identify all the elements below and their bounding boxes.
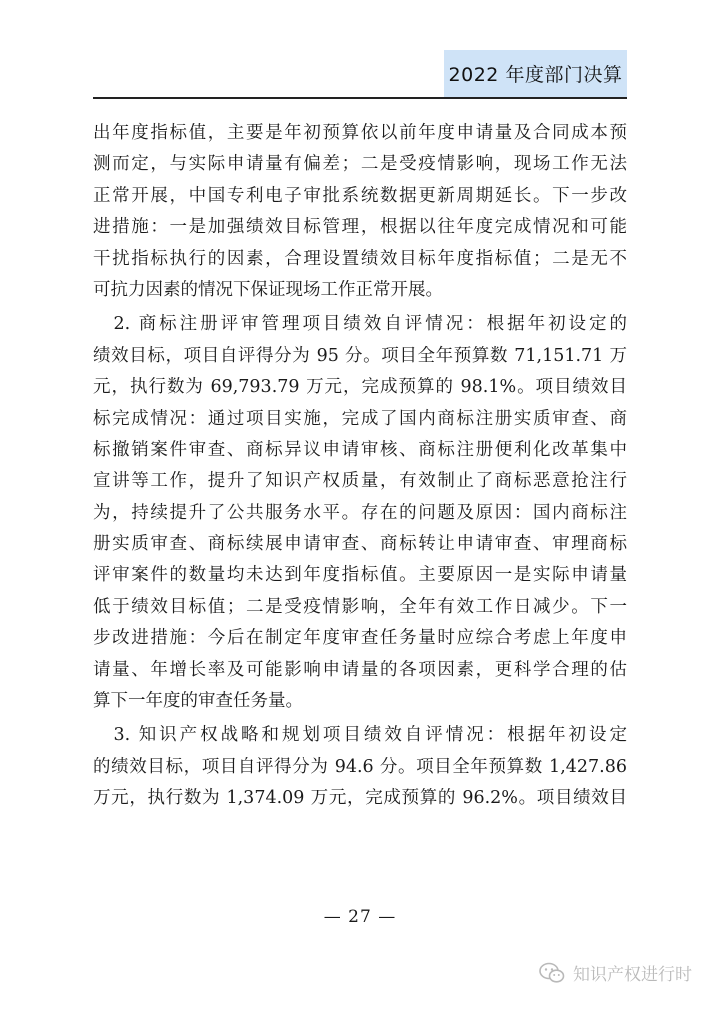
report-title-tab bbox=[444, 50, 627, 97]
text-line: 进措施：一是加强绩效目标管理，根据以往年度完成情况和可能 bbox=[93, 217, 627, 238]
text-line: 低于绩效目标值；二是受疫情影响，全年有效工作日减少。下一 bbox=[93, 596, 627, 617]
text-line: 标完成情况：通过项目实施，完成了国内商标注册实质审查、商 bbox=[93, 408, 627, 429]
text-line: 2. 商标注册评审管理项目绩效自评情况：根据年初设定的 bbox=[93, 314, 627, 335]
paragraph bbox=[93, 309, 627, 717]
header-divider bbox=[93, 97, 627, 99]
text-line: 出年度指标值，主要是年初预算依以前年度申请量及合同成本预 bbox=[93, 123, 627, 143]
page-number: — 27 — bbox=[323, 907, 397, 927]
text-line: 宣讲等工作，提升了知识产权质量，有效制止了商标恶意抢注行 bbox=[93, 471, 627, 492]
text-line: 册实质审查、商标续展申请审查、商标转让申请审查、审理商标 bbox=[93, 534, 627, 555]
text-line: 为，持续提升了公共服务水平。存在的问题及原因：国内商标注 bbox=[93, 502, 627, 523]
text-line: 3. 知识产权战略和规划项目绩效自评情况：根据年初设定 bbox=[93, 725, 627, 746]
text-line: 算下一年度的审查任务量。 bbox=[93, 691, 303, 712]
wechat-icon bbox=[539, 962, 565, 984]
text-line: 万元，执行数为 1,374.09 万元，完成预算的 96.2%。项目绩效目 bbox=[93, 788, 627, 809]
report-title: 2022 年度部门决算 bbox=[448, 64, 623, 86]
text-line: 绩效目标，项目自评得分为 95 分。项目全年预算数 71,151.71 万 bbox=[93, 345, 627, 366]
body-text bbox=[93, 118, 627, 815]
watermark bbox=[539, 960, 692, 985]
text-line: 步改进措施：今后在制定年度审查任务量时应综合考虑上年度申 bbox=[93, 628, 627, 649]
paragraph bbox=[93, 720, 627, 814]
text-line: 评审案件的数量均未达到年度指标值。主要原因一是实际申请量 bbox=[93, 565, 627, 586]
paragraph bbox=[93, 118, 627, 306]
text-line: 元，执行数为 69,793.79 万元，完成预算的 98.1%。项目绩效目 bbox=[93, 377, 627, 398]
watermark-text: 知识产权进行时 bbox=[573, 965, 692, 985]
text-line: 干扰指标执行的因素，合理设置绩效目标年度指标值；二是无不 bbox=[93, 248, 627, 269]
text-line: 标撤销案件审查、商标异议申请审核、商标注册便利化改革集中 bbox=[93, 439, 627, 460]
text-line: 请量、年增长率及可能影响申请量的各项因素，更科学合理的估 bbox=[93, 659, 627, 680]
text-line: 的绩效目标，项目自评得分为 94.6 分。项目全年预算数 1,427.86 bbox=[93, 756, 627, 777]
text-line: 可抗力因素的情况下保证现场工作正常开展。 bbox=[93, 279, 443, 300]
text-line: 测而定，与实际申请量有偏差；二是受疫情影响，现场工作无法 bbox=[93, 154, 627, 175]
text-line: 正常开展，中国专利电子审批系统数据更新周期延长。下一步改 bbox=[93, 185, 627, 206]
